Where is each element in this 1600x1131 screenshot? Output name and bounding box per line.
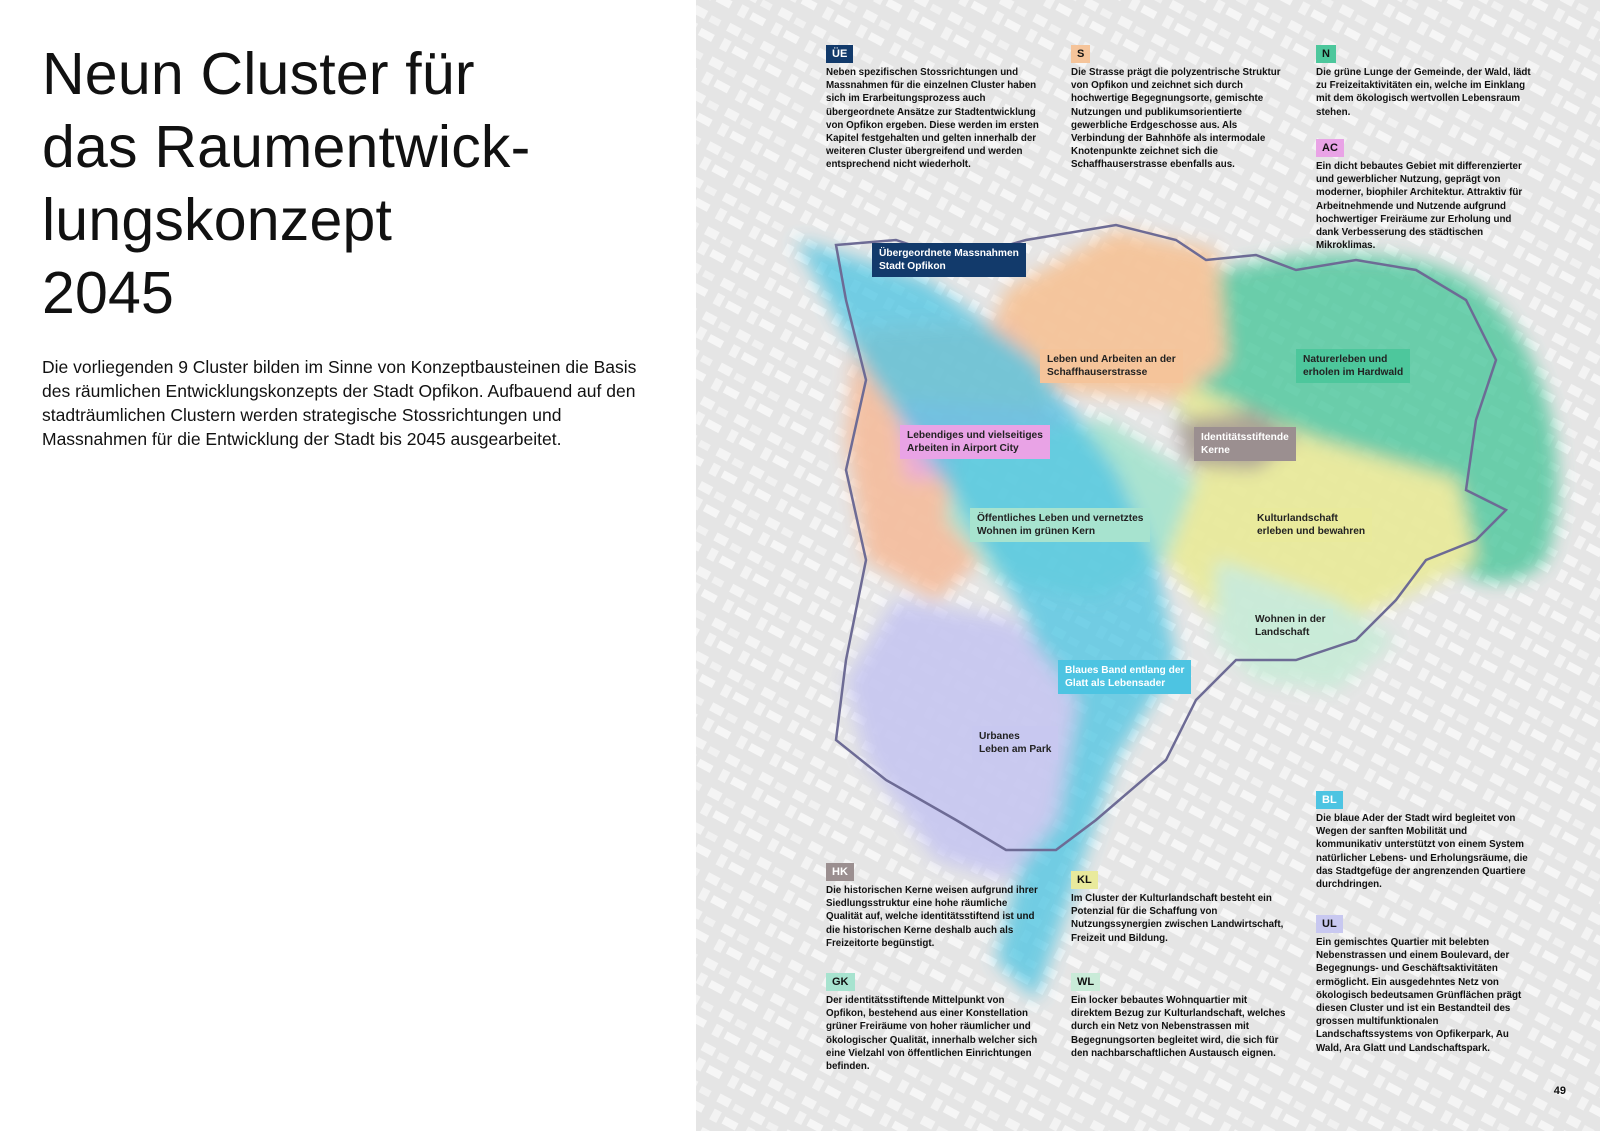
map-label-ue: Übergeordnete Massnahmen Stadt Opfikon [872, 243, 1026, 277]
cluster-text-hk: Die historischen Kerne weisen aufgrund ihrer Siedlungsstruktur eine hohe räumliche Qualität auf, welche identitätsstiftend ist und die historischen Kerne deshalb auch als Freizeitorte begünstigt. [826, 885, 1038, 949]
map-label-n: Naturerleben und erholen im Hardwald [1296, 349, 1410, 383]
map-label-bl: Blaues Band entlang der Glatt als Lebensader [1058, 660, 1191, 694]
map-label-ul: Urbanes Leben am Park [972, 726, 1058, 760]
cluster-tag-bl: BL [1316, 791, 1343, 809]
cluster-text-ac: Ein dicht bebautes Gebiet mit differenzierter und gewerblicher Nutzung, geprägt von moderner, biophiler Architektur. Attraktiv für Arbeitnehmende und Nutzende aufgrund hochwertiger Freiräume zur Erholung und dank Verbesserung des städtischen Mikroklimas. [1316, 161, 1523, 252]
cluster-desc-n [1316, 44, 1534, 119]
intro-text: Die vorliegenden 9 Cluster bilden im Sinne von Konzeptbausteinen die Basis des räumlichen Entwicklungskonzepts der Stadt Opfikon. Aufbauend auf den stadträumlichen Clustern werden strategische Stossrichtungen und Massnahmen für die Entwicklung der Stadt bis 2045 ausgearbeitet. [42, 357, 637, 449]
cluster-tag-ue: ÜE [826, 45, 853, 63]
map-label-s: Leben und Arbeiten an der Schaffhauserstrasse [1040, 349, 1183, 383]
map-label-hk: Identitätsstiftende Kerne [1194, 427, 1296, 461]
cluster-desc-kl [1071, 870, 1289, 945]
cluster-desc-gk [826, 972, 1044, 1073]
cluster-text-s: Die Strasse prägt die polyzentrische Struktur von Opfikon und zeichnet sich durch hochwertige Begegnungsorte, gemischte Nutzungen und publikumsorientierte gewerbliche Erdgeschosse aus. Als Verbindung der Bahnhöfe als intermodale Knotenpunkte zeichnet sich die Schaffhauserstrasse ebenfalls aus. [1071, 67, 1281, 171]
map-label-kl: Kulturlandschaft erleben und bewahren [1250, 508, 1372, 542]
cluster-tag-ul: UL [1316, 915, 1343, 933]
page-title: Neun Cluster für das Raumentwick- lungskonzept 2045 [42, 41, 531, 326]
cluster-desc-bl [1316, 790, 1534, 891]
map-label-gk: Öffentliches Leben und vernetztes Wohnen im grünen Kern [970, 508, 1150, 542]
cluster-tag-ac: AC [1316, 139, 1344, 157]
cluster-map [696, 0, 1600, 1131]
cluster-desc-wl [1071, 972, 1289, 1060]
cluster-desc-s [1071, 44, 1289, 172]
cluster-text-ul: Ein gemischtes Quartier mit belebten Nebenstrassen und einem Boulevard, der Begegnungs- und Geschäftsaktivitäten ermöglicht. Ein ausgedehntes Netz von ökologisch bedeutsamen Grünflächen prägt diesen Cluster und ist ein Bestandteil des grossen multifunktionalen Landschaftssystems von Opfikerpark, Au Wald, Ara Glatt und Landschaftspark. [1316, 937, 1522, 1054]
cluster-text-n: Die grüne Lunge der Gemeinde, der Wald, lädt zu Freizeitaktivitäten ein, welche im Einklang mit dem ökologisch wertvollen Lebensraum stehen. [1316, 67, 1531, 118]
cluster-tag-s: S [1071, 45, 1090, 63]
cluster-tag-n: N [1316, 45, 1336, 63]
cluster-tag-hk: HK [826, 863, 854, 881]
cluster-text-wl: Ein locker bebautes Wohnquartier mit direktem Bezug zur Kulturlandschaft, welches durch ein Netz von Nebenstrassen mit Begegnungsorten begleitet wird, die sich für den nachbarschaftlichen Austausch eignen. [1071, 995, 1286, 1059]
page-number: 49 [1553, 1085, 1566, 1097]
cluster-desc-ue [826, 44, 1044, 172]
cluster-text-bl: Die blaue Ader der Stadt wird begleitet von Wegen der sanften Mobilität und kommunikativ unterstützt von einem System natürlicher Lebens- und Erholungsräume, die das Stadtgefüge der angrenzenden Quartiere durchdringen. [1316, 813, 1528, 891]
cluster-desc-ac [1316, 138, 1534, 252]
cluster-desc-ul [1316, 914, 1534, 1055]
cluster-text-gk: Der identitätsstiftende Mittelpunkt von Opfikon, bestehend aus einer Konstellation grüner Freiräume von hoher räumlicher und ökologischer Qualität, innerhalb welcher sich eine Vielzahl von öffentlichen Einrichtungen befinden. [826, 995, 1038, 1073]
cluster-text-kl: Im Cluster der Kulturlandschaft besteht ein Potenzial für die Schaffung von Nutzungssynergien zwischen Landwirtschaft, Freizeit und Bildung. [1071, 893, 1284, 944]
left-page [0, 0, 690, 1131]
map-label-ac: Lebendiges und vielseitiges Arbeiten in Airport City [900, 425, 1050, 459]
cluster-text-ue: Neben spezifischen Stossrichtungen und Massnahmen für die einzelnen Cluster haben sich im Erarbeitungsprozess auch übergeordnete Ansätze zur Stadtentwicklung von Opfikon ergeben. Diese werden im ersten Kapitel festgehalten und gelten innerhalb der weiteren Cluster übergreifend und werden entsprechend nicht wiederholt. [826, 67, 1039, 171]
map-label-wl: Wohnen in der Landschaft [1248, 609, 1333, 643]
cluster-tag-gk: GK [826, 973, 855, 991]
cluster-tag-wl: WL [1071, 973, 1100, 991]
cluster-desc-hk [826, 862, 1044, 950]
cluster-tag-kl: KL [1071, 871, 1098, 889]
